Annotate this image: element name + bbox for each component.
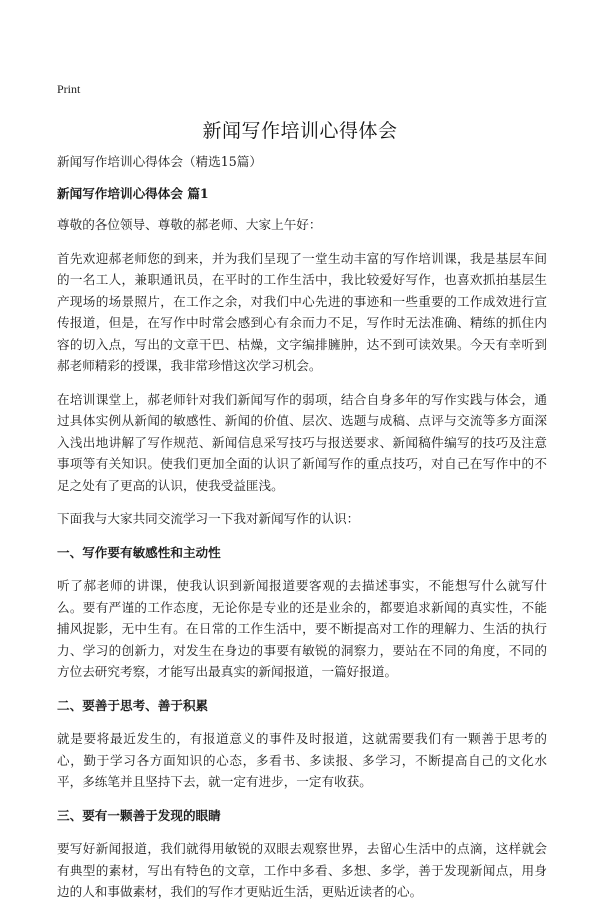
greeting: 尊敬的各位领导、尊敬的郝老师、大家上午好： (57, 217, 322, 232)
document-title: 新闻写作培训心得体会 (202, 120, 398, 142)
section-heading-2: 二、要善于思考、善于积累 (57, 697, 209, 713)
document-body (57, 151, 547, 915)
section-heading-3: 三、要有一颗善于发现的眼睛 (57, 807, 221, 823)
section-title: 新闻写作培训心得体会 篇1 (57, 185, 209, 201)
paragraph-intro: 首先欢迎郝老师您的到来，并为我们呈现了一堂生动丰富的写作培训课，我是基层车间的一名工人，兼职通讯员，在平时的工作生活中，我比较爱好写作，也喜欢抓拍基层生产现场的场景照片，在工作之余，对我们中心先进的事迹和一些重要的工作成效进行宣传报道，但是，在写作中时常会感到心有余而力不足，写作时无法准确、精练的抓住内容的切入点，写出的文章干巴、枯燥，文字编排臃肿，达不到可读效果。今天有幸听到郝老师精彩的授课，我非常珍惜这次学习机会。 (57, 250, 547, 373)
paragraph-training: 在培训课堂上，郝老师针对我们新闻写作的弱项，结合自身多年的写作实践与体会，通过具体实例从新闻的敏感性、新闻的价值、层次、选题与成稿、点评与交流等多方面深入浅出地讲解了写作规范、新闻信息采写技巧与报送要求、新闻稿件编写的技巧及注意事项等有关知识。使我们更加全面的认识了新闻写作的重点技巧，对自己在写作中的不足之处有了更高的认识，使我受益匪浅。 (57, 391, 547, 493)
section-body-2: 就是要将最近发生的，有报道意义的事件及时报道，这就需要我们有一颗善于思考的心，勤于学习各方面知识的心态，多看书、多读报、多学习，不断提高自己的文化水平，多练笔并且坚持下去，就一定有进步，一定有收获。 (57, 731, 547, 789)
section-heading-1: 一、写作要有敏感性和主动性 (57, 544, 221, 560)
document-subtitle: 新闻写作培训心得体会（精选15篇） (57, 154, 262, 169)
print-label: Print (57, 82, 81, 96)
section-body-1: 听了郝老师的讲课，使我认识到新闻报道要客观的去描述事实，不能想写什么就写什么。要有严谨的工作态度，无论你是专业的还是业余的，都要追求新闻的真实性，不能捕风捉影，无中生有。在日常的工作生活中，要不断提高对工作的理解力、生活的执行力、学习的创新力，对发生在身边的事要有敏锐的洞察力，要站在不同的角度，不同的方位去研究考察，才能写出最真实的新闻报道，一篇好报道。 (57, 578, 547, 679)
section-body-3: 要写好新闻报道，我们就得用敏锐的双眼去观察世界，去留心生活中的点滴，这样就会有典型的素材，写出有特色的文章，工作中多看、多想、多学，善于发现新闻点，用身边的人和事做素材，我们的写作才更贴近生活，更贴近读者的心。 (57, 841, 547, 899)
paragraph-transition: 下面我与大家共同交流学习一下我对新闻写作的认识： (57, 511, 360, 526)
